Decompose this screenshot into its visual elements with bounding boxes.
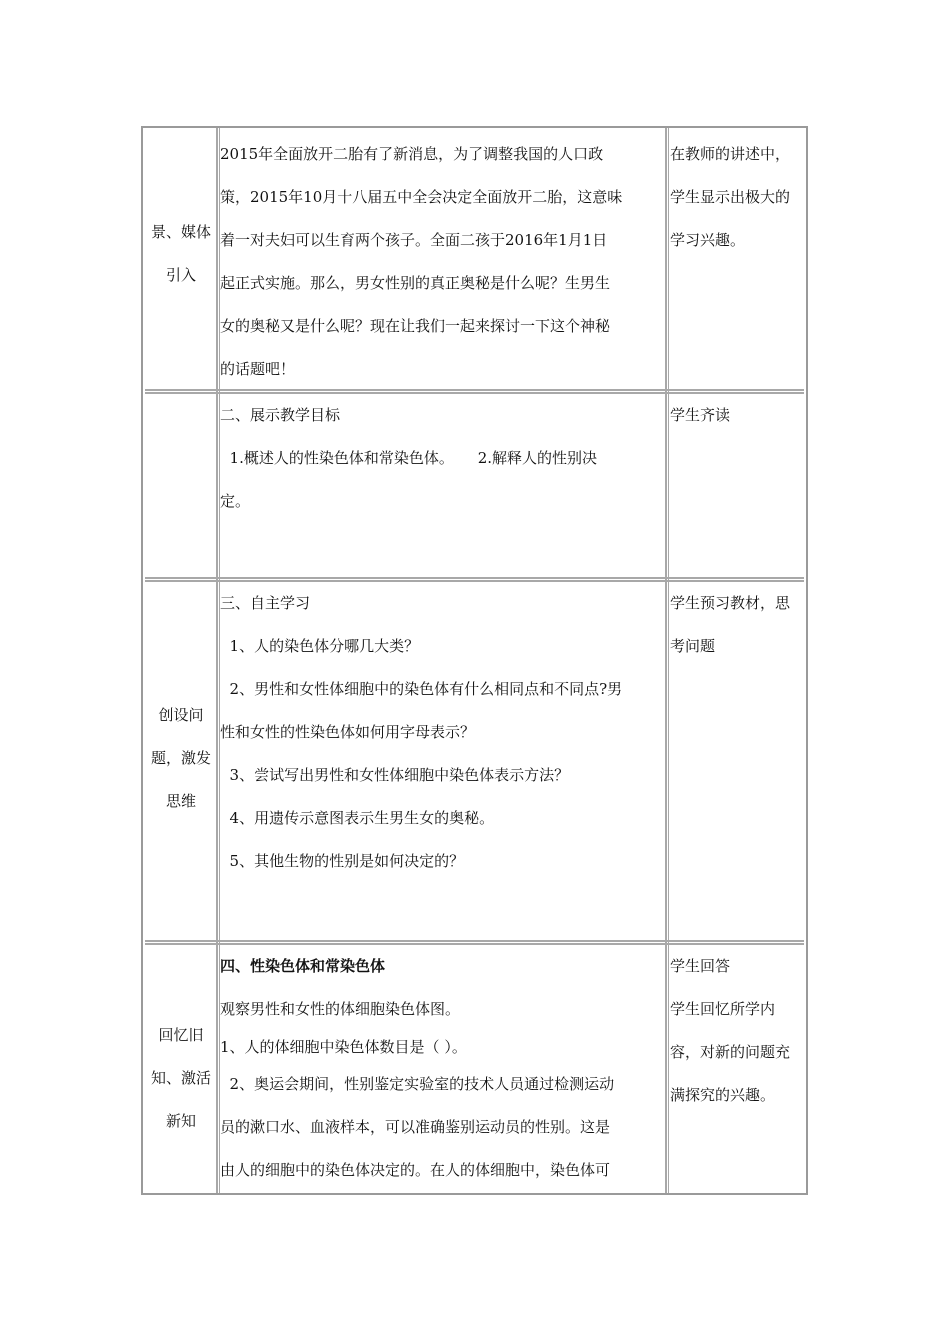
content-line: 考问题 [670, 637, 716, 655]
content-line: 学生回忆所学内 [670, 1000, 776, 1018]
content-line: 三、自主学习 [220, 594, 311, 612]
content-line: 二、展示教学目标 [220, 406, 341, 424]
section-heading: 四、性染色体和常染色体 [220, 957, 386, 975]
student-activity-cell-intro [670, 133, 810, 262]
content-line: 4、用遗传示意图表示生男生女的奥秘。 [220, 809, 495, 827]
stage-cell-intro [143, 211, 219, 297]
content-line: 学生显示出极大的 [670, 188, 791, 206]
content-line: 1.概述人的性染色体和常染色体。 2.解释人的性别决 [220, 449, 598, 467]
stage-label-line: 创设问 [158, 706, 204, 724]
content-line: 员的漱口水、血液样本，可以准确鉴别运动员的性别。这是 [220, 1118, 611, 1136]
content-line: 2、奥运会期间，性别鉴定实验室的技术人员通过检测运动 [220, 1075, 615, 1093]
content-line: 学生齐读 [670, 406, 731, 424]
stage-cell-questions [143, 694, 219, 823]
content-line: 性和女性的性染色体如何用字母表示？ [220, 723, 476, 741]
student-activity-cell-goals [670, 394, 810, 437]
content-line: 3、尝试写出男性和女性体细胞中染色体表示方法？ [220, 766, 570, 784]
content-line: 在教师的讲述中， [670, 145, 791, 163]
content-line: 满探究的兴趣。 [670, 1086, 776, 1104]
stage-label-line: 题，激发 [150, 749, 211, 767]
content-line: 1、人的体细胞中染色体数目是（ ）。 [220, 1038, 467, 1056]
content-line: 的话题吧！ [220, 360, 296, 378]
teacher-activity-cell-intro [220, 133, 666, 391]
stage-label-line: 知、激活 [150, 1069, 211, 1087]
content-line: 学生预习教材，思 [670, 594, 791, 612]
stage-label-line: 回忆旧 [158, 1026, 204, 1044]
teacher-activity-cell-goals [220, 394, 666, 523]
stage-cell-recall [143, 1014, 219, 1143]
content-line: 学习兴趣。 [670, 231, 746, 249]
content-line: 5、其他生物的性别是如何决定的？ [220, 852, 465, 870]
stage-label-line: 思维 [165, 792, 196, 810]
stage-label-line: 引入 [165, 266, 196, 284]
content-line: 学生回答 [670, 957, 731, 975]
content-line: 观察男性和女性的体细胞染色体图。 [220, 1000, 461, 1018]
stage-label-line: 新知 [165, 1112, 196, 1130]
lesson-plan-table [141, 126, 808, 1195]
content-line: 女的奥秘又是什么呢？现在让我们一起来探讨一下这个神秘 [220, 317, 611, 335]
content-line: 定。 [220, 492, 251, 510]
content-line: 2、男性和女性体细胞中的染色体有什么相同点和不同点?男 [220, 680, 623, 698]
content-line: 1、人的染色体分哪几大类？ [220, 637, 420, 655]
student-activity-cell-chromosomes [670, 945, 810, 1117]
content-line: 由人的细胞中的染色体决定的。在人的体细胞中，染色体可 [220, 1161, 611, 1179]
content-line: 着一对夫妇可以生育两个孩子。全面二孩于2016年1月1日 [220, 231, 608, 249]
content-line: 容，对新的问题充 [670, 1043, 791, 1061]
teacher-activity-cell-chromosomes [220, 945, 666, 1192]
content-line: 策，2015年10月十八届五中全会决定全面放开二胎，这意味 [220, 188, 623, 206]
student-activity-cell-self-study [670, 582, 810, 668]
content-line: 2015年全面放开二胎有了新消息，为了调整我国的人口政 [220, 145, 604, 163]
stage-label-line: 景、媒体 [150, 223, 211, 241]
content-line: 起正式实施。那么，男女性别的真正奥秘是什么呢？生男生 [220, 274, 611, 292]
teacher-activity-cell-self-study [220, 582, 666, 883]
